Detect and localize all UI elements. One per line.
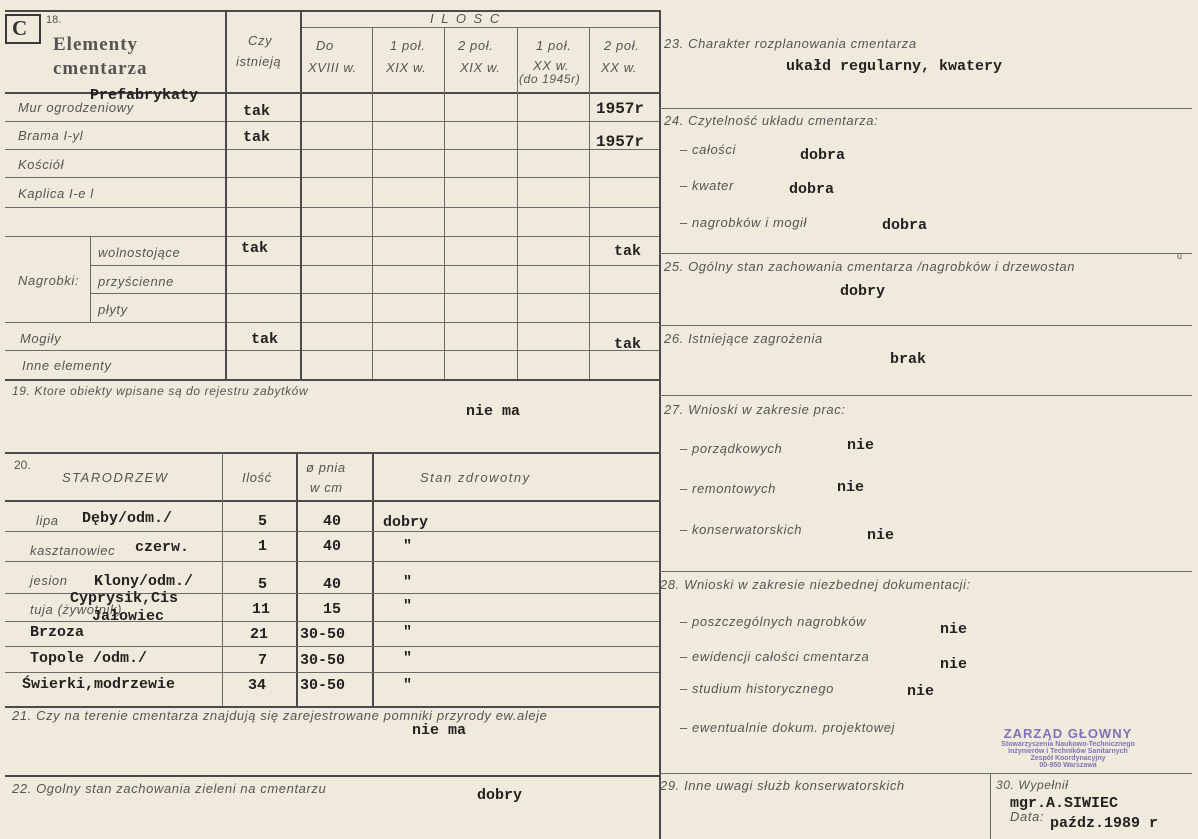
header-diam: ø pnia [306,460,346,475]
row-mur: Mur ogrodzeniowy [18,100,134,115]
wolno-period: tak [614,243,642,260]
date-value: paźdz.1989 r [1050,815,1159,832]
stamp-line: ZARZĄD GŁOWNY [1003,726,1133,741]
section-29-label: 29. Inne uwagi służb konserwatorskich [660,778,905,793]
mur-period: 1957r [596,100,645,118]
tree-count: 11 [252,601,271,618]
rule [5,452,659,454]
rule [5,121,659,122]
rule [5,177,659,178]
tree-diam: 30-50 [300,626,346,643]
organization-stamp [988,726,1148,769]
tree-printed: jesion [30,573,68,588]
section-22-value: dobry [477,787,523,804]
section-letter-box [5,14,41,44]
section-19-label: 19. Ktore obiekty wpisane są do rejestru zabytków [12,384,309,398]
section-30-label: 30. Wypełnił [996,778,1069,792]
stamp-line: 00-950 Warszawa [1039,762,1097,769]
s27-item-label: – konserwatorskich [680,522,803,537]
rule [300,10,302,379]
rule [589,27,590,379]
row-mogily: Mogiły [20,331,62,346]
rule [5,500,659,502]
rule [5,561,659,562]
col-exists-2: istnieją [236,54,282,69]
rule [5,236,659,237]
rule [659,571,1192,572]
rule [5,322,659,323]
rule [90,293,659,294]
tree-diam: 30-50 [300,677,346,694]
tree-typed-2: Jałowiec [92,608,165,625]
rule [659,773,1192,774]
stamp-line: Inżynierów i Techników Sanitarnych [1008,748,1128,755]
rule [222,452,223,706]
section-23-label: 23. Charakter rozplanowania cmentarza [664,36,917,51]
s27-item-value: nie [837,479,865,496]
rule [5,10,659,12]
rule [90,236,91,322]
stamp-line: Stowarzyszenia Naukowo-Technicznego [1001,741,1135,748]
rule [659,395,1192,396]
section-26-label: 26. Istniejące zagrożenia [664,331,823,346]
rule [990,773,991,839]
period-5-b: XX w. [601,60,638,75]
rule [5,672,659,673]
row-przysc: przyścienne [98,274,174,289]
tree-count: 7 [258,652,268,669]
section-23-value: ukałd regularny, kwatery [786,58,1003,75]
row-kaplica: Kaplica I-e l [18,186,94,201]
tree-printed: lipa [36,513,59,528]
period-3-a: 2 poł. [458,38,494,53]
rule [5,379,659,381]
tree-printed: tuja (żywotnik) [30,602,123,617]
period-4-b: XX w. [533,58,570,73]
section-22-label: 22. Ogolny stan zachowania zieleni na cmentarzu [12,781,327,796]
rule [659,10,661,839]
rule [5,149,659,150]
rule [5,646,659,647]
tree-health: " [403,538,413,555]
tree-diam: 30-50 [300,652,346,669]
rule [517,27,518,379]
tree-health: " [403,598,413,615]
s24-item-value: dobra [789,181,835,198]
tree-count: 34 [248,677,267,694]
col-exists-1: Czy [248,33,273,48]
mur-exists: tak [243,103,271,120]
s24-item-label: – całości [680,142,736,157]
s28-item-value: nie [940,656,968,673]
header-diam-unit: w cm [310,480,343,495]
tree-typed: Dęby/odm./ [82,510,173,527]
header-ilosc: Ilość [242,470,272,485]
s27-item-label: – remontowych [680,481,776,496]
period-5-a: 2 poł. [604,38,640,53]
period-3-b: XIX w. [460,60,501,75]
row-wolno: wolnostojące [98,245,181,260]
tree-count: 5 [258,576,268,593]
tree-count: 1 [258,538,268,555]
s27-item-value: nie [847,437,875,454]
rule [5,350,659,351]
s28-item-label: – poszczególnych nagrobków [680,614,867,629]
mogily-exists: tak [251,331,279,348]
mogily-period: tak [614,336,642,353]
s24-item-value: dobra [800,147,846,164]
rule [296,452,298,706]
rule [659,253,1192,254]
wolno-exists: tak [241,240,269,257]
s28-item-label: – studium historycznego [680,681,834,696]
section-24-label: 24. Czytelność układu cmentarza: [664,113,879,128]
elements-title: Elementy [53,34,139,55]
ilosc-header: I L O S C [430,11,502,26]
tree-typed: Topole /odm./ [30,650,148,667]
stamp-line: Zespół Koordynacyjny [1030,755,1106,762]
tree-typed: Klony/odm./ [94,573,194,590]
mur-typed: Prefabrykaty [90,87,199,104]
header-starodrzew: STARODRZEW [62,470,169,485]
tree-diam: 15 [323,601,342,618]
s28-item-value: nie [907,683,935,700]
tree-count: 21 [250,626,269,643]
tree-diam: 40 [323,538,342,555]
elements-title-2: cmentarza [53,58,148,79]
section-letter: C [12,16,28,40]
rule [5,775,659,777]
section-21-value: nie ma [412,722,467,739]
rule [444,27,445,379]
section-21-label: 21. Czy na terenie cmentarza znajdują się zarejestrowane pomniki przyrody ew.aleje [12,708,548,723]
tree-typed: Cyprysik,Cis [70,590,179,607]
rule [372,452,374,706]
section-number: 18. [46,14,62,26]
tree-health: " [403,677,413,694]
period-2-b: XIX w. [386,60,427,75]
period-4-a: 1 poł. [536,38,572,53]
tree-health: " [403,624,413,641]
tree-health: " [403,650,413,667]
tree-health: dobry [383,514,429,531]
filled-by-name: mgr.A.SIWIEC [1010,795,1119,812]
period-4-c: (do 1945r) [519,72,581,86]
tree-printed: kasztanowiec [30,543,116,558]
brama-exists: tak [243,129,271,146]
row-brama: Brama I-yl [18,128,84,143]
section-25-value: dobry [840,283,886,300]
period-1-a: Do [316,38,334,53]
period-1-b: XVIII w. [308,60,357,75]
s28-item-label: – ewidencji całości cmentarza [680,649,870,664]
section-25-mark: u [1177,251,1183,261]
brama-period: 1957r [596,133,645,151]
section-25-label: 25. Ogólny stan zachowania cmentarza /nagrobków i drzewostan [664,259,1076,274]
section-20-num: 20. [14,458,31,472]
section-28-label: 28. Wnioski w zakresie niezbednej dokumentacji: [660,577,971,592]
s27-item-value: nie [867,527,895,544]
rule [659,108,1192,109]
s27-item-label: – porządkowych [680,441,783,456]
rule [5,207,659,208]
s24-item-label: – kwater [680,178,734,193]
row-kosciol: Kościół [18,157,65,172]
header-stan: Stan zdrowotny [420,470,531,485]
tree-typed: czerw. [135,539,190,556]
date-label: Data: [1010,809,1045,824]
section-27-label: 27. Wnioski w zakresie prac: [664,402,846,417]
tree-health: " [403,574,413,591]
tree-diam: 40 [323,576,342,593]
s24-item-label: – nagrobków i mogił [680,215,808,230]
rule [5,531,659,532]
tree-diam: 40 [323,513,342,530]
period-2-a: 1 poł. [390,38,426,53]
rule [300,27,659,28]
rule [372,27,373,379]
s28-item-label: – ewentualnie dokum. projektowej [680,720,896,735]
rule [225,10,227,379]
tree-typed: Brzoza [30,624,85,641]
row-nagrobki: Nagrobki: [18,273,80,288]
row-plyty: płyty [98,302,128,317]
rule [659,325,1192,326]
s28-item-value: nie [940,621,968,638]
row-inne: Inne elementy [22,358,112,373]
section-19-value: nie ma [466,403,521,420]
tree-count: 5 [258,513,268,530]
s24-item-value: dobra [882,217,928,234]
rule [90,265,659,266]
section-26-value: brak [890,351,927,368]
tree-typed: Świerki,modrzewie [22,676,176,693]
